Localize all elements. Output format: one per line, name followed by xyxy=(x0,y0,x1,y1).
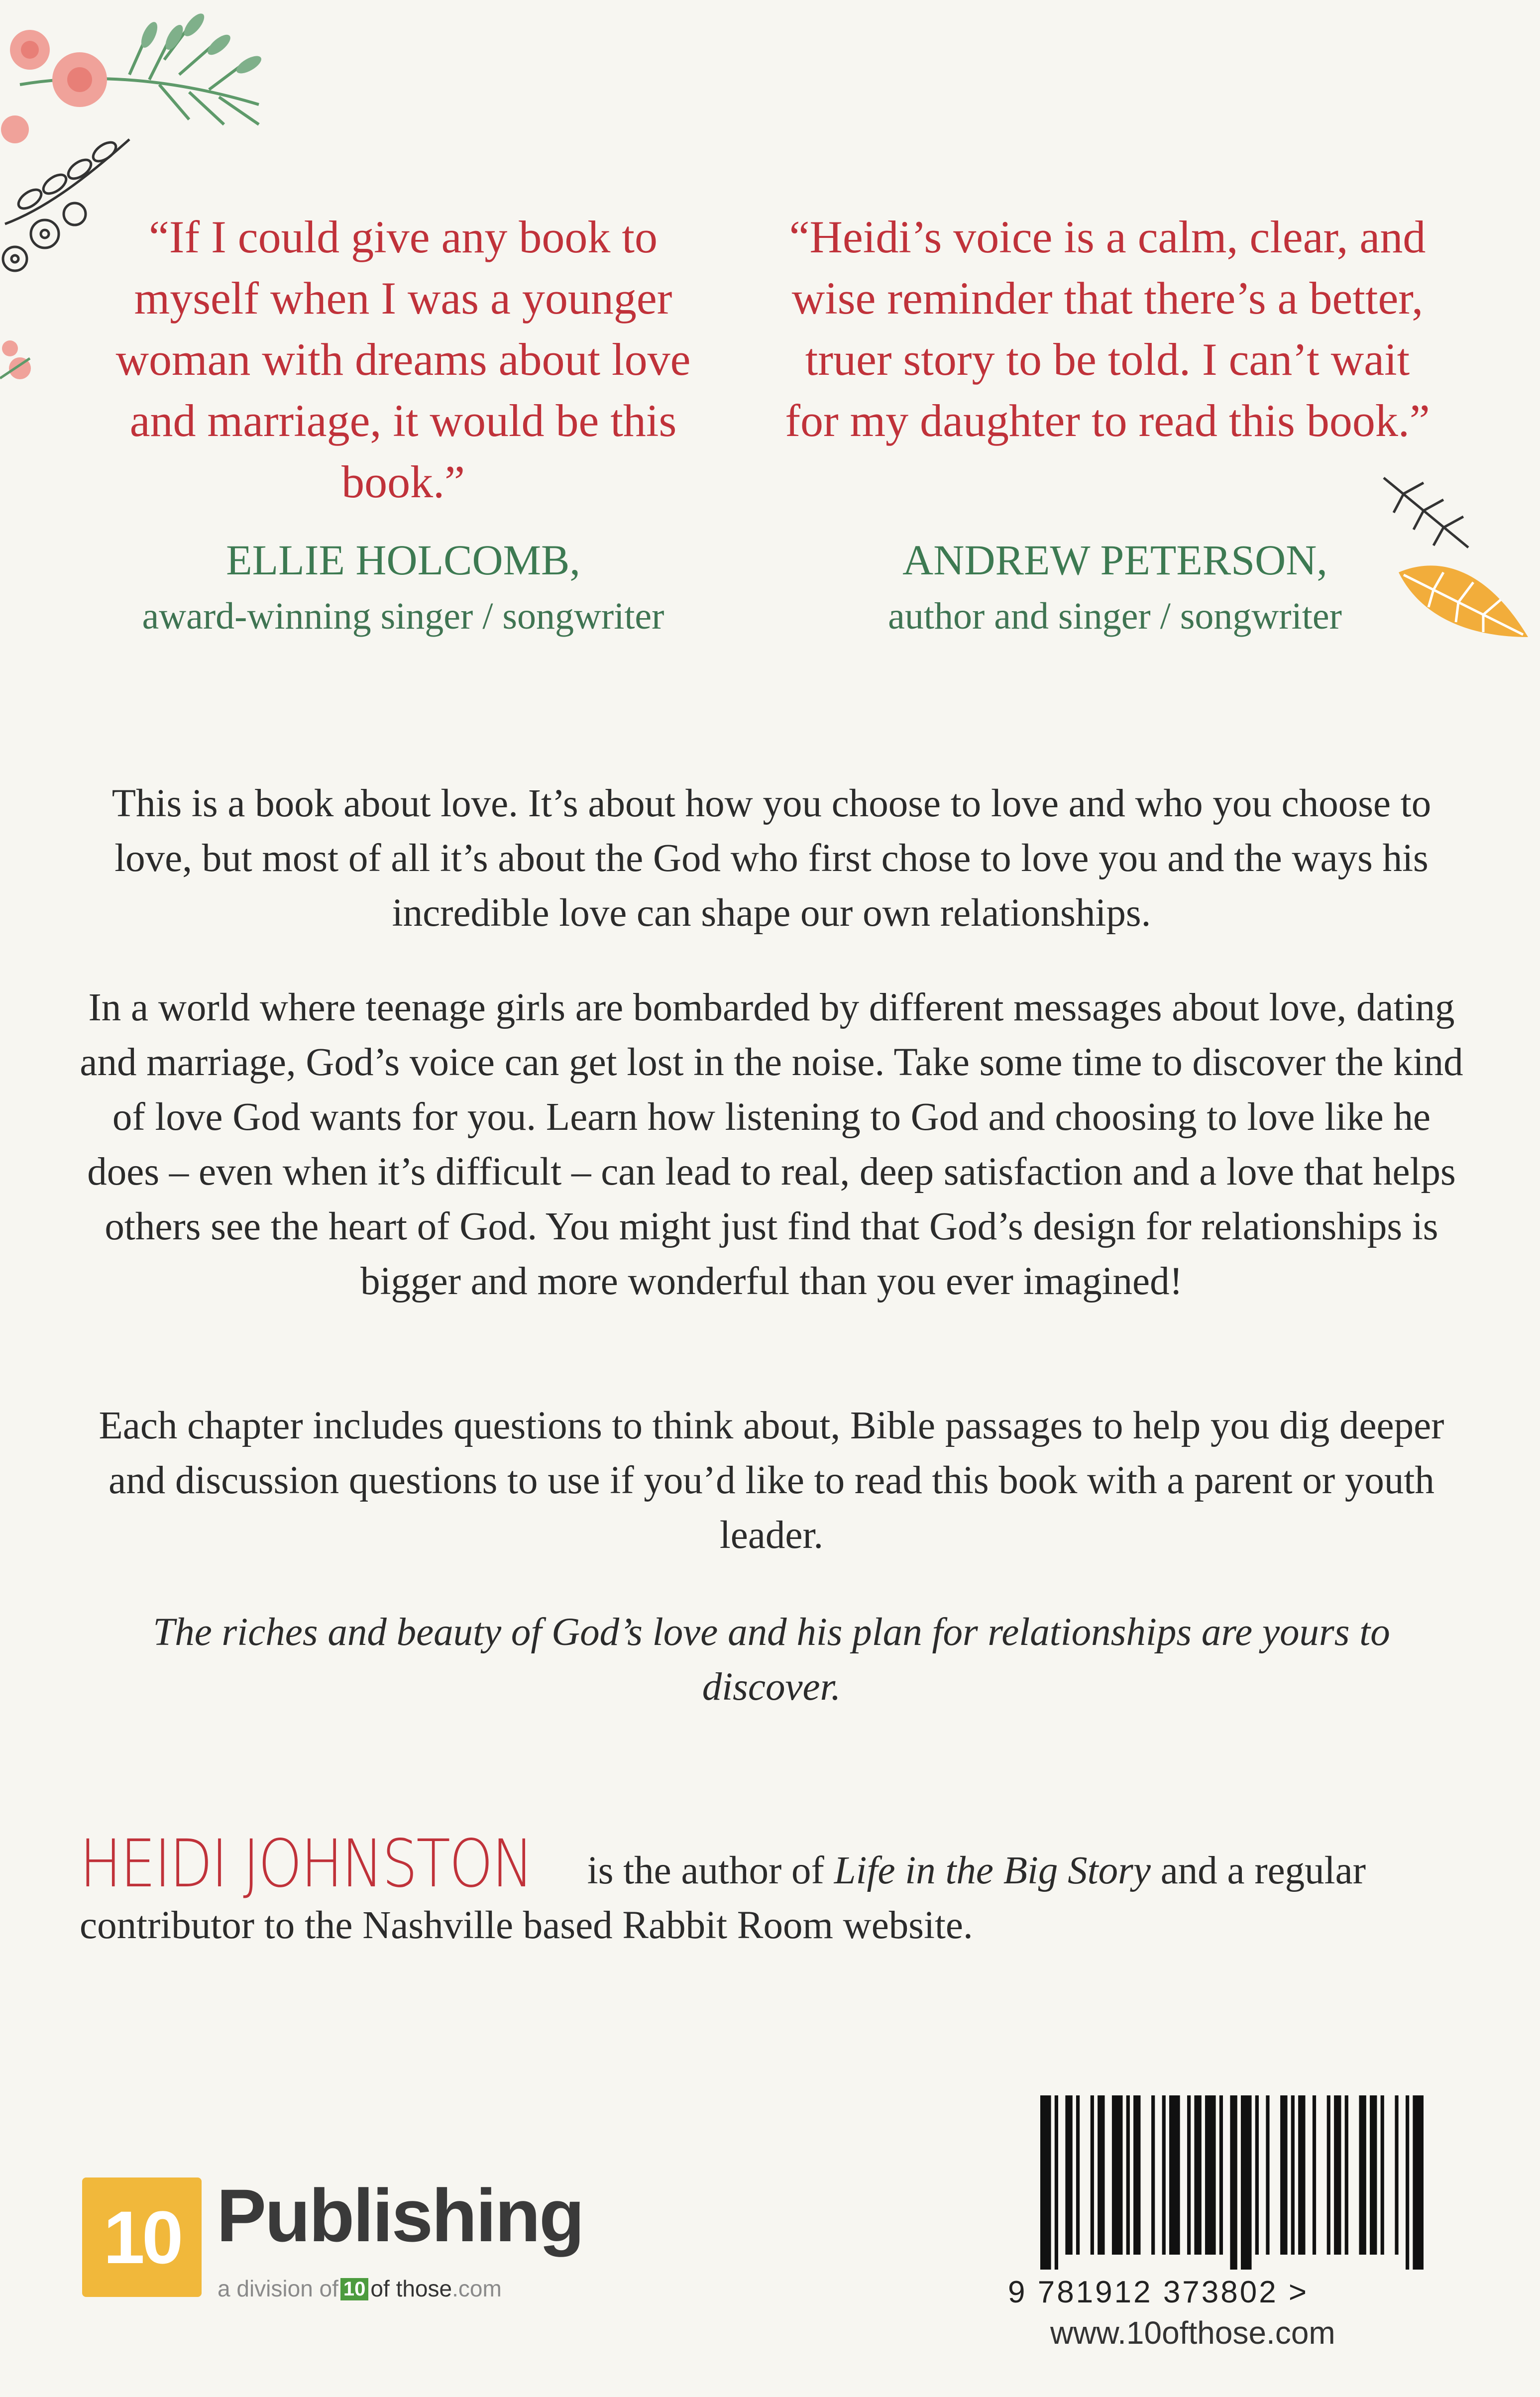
barcode-bar xyxy=(1151,2095,1155,2255)
publisher-sub-prefix: a division of xyxy=(218,2276,338,2301)
barcode-bar xyxy=(1327,2095,1330,2255)
author-bio xyxy=(80,1826,1463,1953)
endorsement-quote-right: “Heidi’s voice is a calm, clear, and wise reminder that there’s a better, truer story to be told. I can’t wait for my daughter to read this book.” xyxy=(785,212,1430,446)
endorser-role-right: author and singer / songwriter xyxy=(888,595,1342,637)
barcode-bar xyxy=(1065,2095,1072,2255)
barcode-bar xyxy=(1055,2095,1058,2270)
description-paragraph-2: In a world where teenage girls are bombarded by different messages about love, dating and marriage, God’s voice can get lost in the noise. Take some time to discover the kind of love God wants for you. Learn how listening to God and choosing to love like he does – even when it’s difficult – can lead to real, deep satisfaction and a love that helps others see the heart of God. You might just find that God’s design for relationships is bigger and more wonderful than you ever imagined! xyxy=(80,986,1463,1303)
barcode-bar xyxy=(1076,2095,1080,2255)
publisher-sub-number: 10 xyxy=(340,2278,369,2300)
publisher-logo-box xyxy=(82,2178,202,2297)
barcode-bar xyxy=(1205,2095,1216,2255)
barcode-bar xyxy=(1298,2095,1305,2255)
barcode-bar xyxy=(1241,2095,1252,2270)
isbn-number: 9 781912 373802 > xyxy=(1008,2275,1309,2309)
barcode-bar xyxy=(1370,2095,1377,2255)
endorser-name-left: ELLIE HOLCOMB, xyxy=(226,536,580,584)
barcode-bar xyxy=(1230,2095,1237,2270)
barcode-bar xyxy=(1280,2095,1287,2255)
barcode-bar xyxy=(1395,2095,1398,2255)
barcode-bar xyxy=(1126,2095,1130,2255)
description-paragraph-1: This is a book about love. It’s about how you choose to love and who you choose to love, but most of all it’s about the God who first chose to love you and the ways his incredible love can shape our own relationships. xyxy=(111,782,1431,935)
barcode-bar xyxy=(1359,2095,1366,2255)
barcode-bar xyxy=(1169,2095,1180,2255)
barcode-bar xyxy=(1040,2095,1051,2270)
endorser-role-left: award-winning singer / songwriter xyxy=(142,595,664,637)
barcode-bar xyxy=(1219,2095,1223,2255)
barcode-icon xyxy=(1040,2095,1424,2270)
barcode-bar xyxy=(1112,2095,1123,2255)
publisher-sub-name: of those xyxy=(370,2276,452,2301)
endorsement-quote-left: “If I could give any book to myself when I was a younger woman with dreams about love and marriage, it would be this book.” xyxy=(115,212,691,507)
publisher-subtitle xyxy=(218,2275,502,2302)
barcode-bar xyxy=(1406,2095,1409,2270)
barcode-bar xyxy=(1413,2095,1424,2270)
description-paragraph-3: Each chapter includes questions to think about, Bible passages to help you dig deeper and discussion questions to use if you’d like to read this book with a parent or youth leader. xyxy=(99,1404,1444,1557)
publisher-name: Publishing xyxy=(217,2174,583,2257)
barcode-bar xyxy=(1133,2095,1140,2255)
bio-book-title: Life in the Big Story xyxy=(834,1849,1151,1892)
barcode-bar xyxy=(1381,2095,1384,2255)
barcode-bar xyxy=(1091,2095,1094,2255)
barcode-bar xyxy=(1255,2095,1259,2255)
endorser-name-right: ANDREW PETERSON, xyxy=(902,536,1327,584)
barcode-bar xyxy=(1266,2095,1269,2255)
publisher-sub-suffix: .com xyxy=(452,2276,502,2301)
publisher-logo xyxy=(82,2174,583,2312)
publisher-logo-number: 10 xyxy=(103,2195,181,2279)
barcode-bar xyxy=(1313,2095,1316,2255)
barcode-bar xyxy=(1334,2095,1341,2255)
bio-text-post: and a regular contributor to the Nashville based Rabbit Room website. xyxy=(80,1849,1366,1947)
author-name: HEIDI JOHNSTON xyxy=(80,1826,533,1902)
tagline: The riches and beauty of God’s love and his plan for relationships are yours to discover. xyxy=(153,1611,1390,1709)
bio-text-pre: is the author of xyxy=(577,1849,834,1892)
barcode-bar xyxy=(1345,2095,1348,2255)
website-url: www.10ofthose.com xyxy=(1050,2315,1335,2351)
barcode-bar xyxy=(1098,2095,1104,2255)
barcode-bar xyxy=(1162,2095,1166,2255)
barcode-bar xyxy=(1187,2095,1191,2255)
barcode-bar xyxy=(1194,2095,1201,2255)
barcode-bar xyxy=(1291,2095,1295,2255)
